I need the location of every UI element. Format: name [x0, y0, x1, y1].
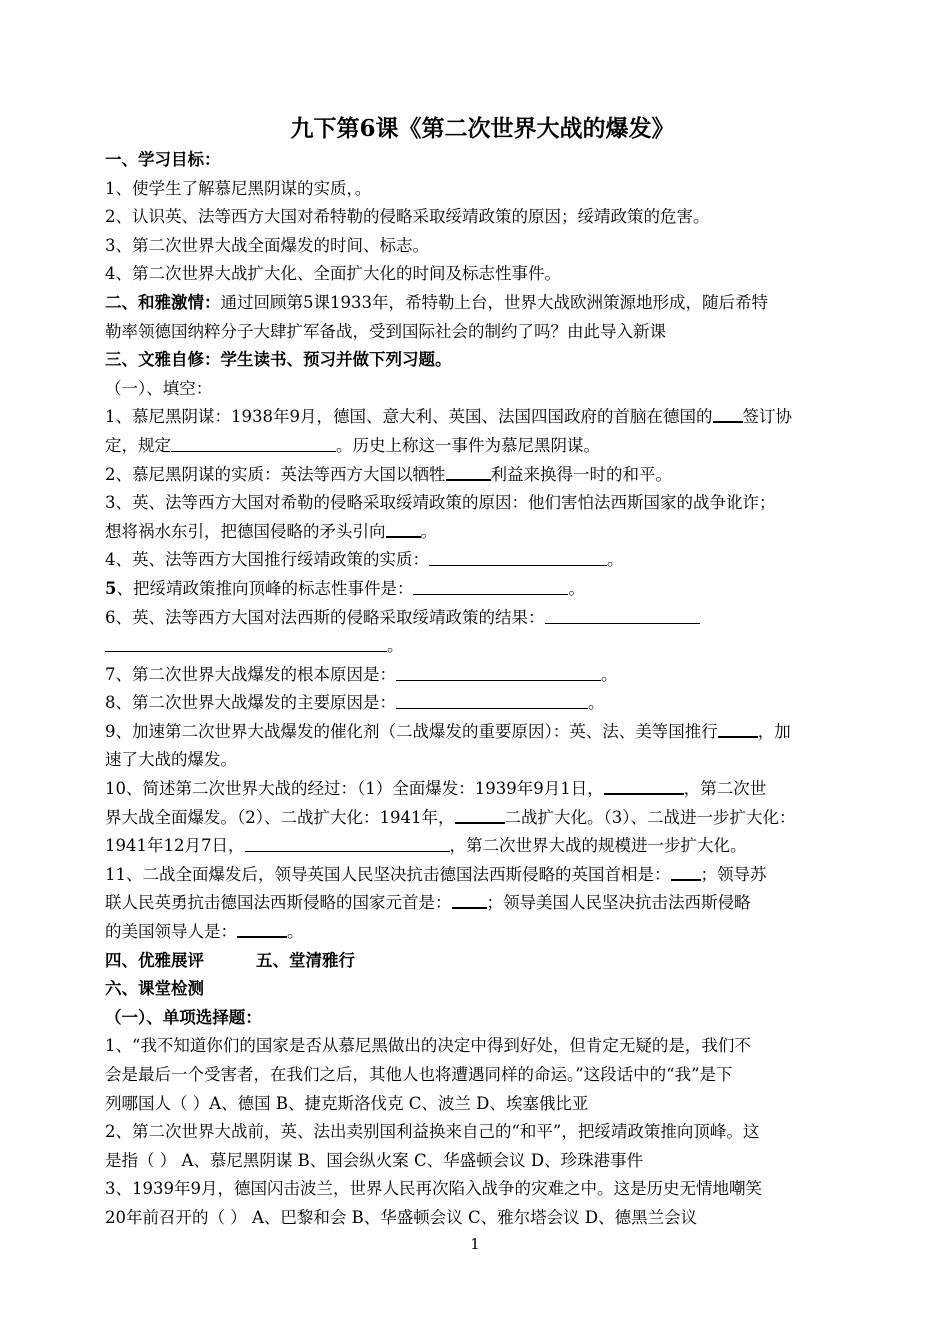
question-10-cont [105, 832, 850, 861]
question-text: ；领导美国人民坚决抗击法西斯侵略 [486, 893, 751, 913]
section-heading-intro: 二、和雅激情： [105, 292, 221, 312]
answer-blank[interactable] [455, 804, 505, 824]
question-text: 定，规定 [105, 435, 171, 455]
answer-blank[interactable] [105, 633, 387, 652]
answer-blank[interactable] [429, 547, 607, 566]
question-2 [105, 461, 850, 490]
question-text: 二战扩大化。（3）、二战进一步扩大化： [504, 807, 796, 827]
question-text: 、把绥靖政策推向顶峰的标志性事件是： [116, 578, 414, 598]
answer-blank[interactable] [671, 861, 701, 881]
page-title: 九下第6课《第二次世界大战的爆发》 [290, 115, 675, 142]
answer-blank[interactable] [446, 461, 491, 481]
section-heading-practice: 五、堂清雅行 [256, 950, 355, 970]
question-text: 8、第二次世界大战爆发的主要原因是： [105, 693, 396, 713]
answer-blank[interactable] [396, 690, 588, 709]
question-11 [105, 861, 850, 890]
question-text: 的美国领导人是： [105, 922, 237, 942]
intro-text: 通过回顾第5课1933年，希特勒上台，世界大战欧洲策源地形成，随后希特 [220, 292, 768, 312]
question-10-cont [105, 804, 850, 833]
section-heading-test: 六、课堂检测 [105, 979, 204, 999]
question-text: 。 [420, 521, 437, 541]
choice-question-2-options: 是指（ ） A、慕尼黑阴谋 B、国会纵火案 C、华盛顿会议 D、珍珠港事件 [105, 1150, 644, 1170]
question-text: 界大战全面爆发。（2）、二战扩大化：1941年， [105, 807, 455, 827]
question-text: 6、英、法等西方大国对法西斯的侵略采取绥靖政策的结果： [105, 607, 545, 627]
question-1 [105, 403, 850, 432]
answer-blank[interactable] [245, 833, 450, 852]
answer-blank[interactable] [604, 775, 684, 795]
question-text: 利益来换得一时的和平。 [490, 464, 672, 484]
question-11-cont [105, 918, 850, 947]
question-3-cont [105, 518, 850, 547]
question-9 [105, 718, 850, 747]
answer-blank[interactable] [386, 518, 421, 538]
question-11-cont [105, 889, 850, 918]
question-text: 7、第二次世界大战爆发的根本原因是： [105, 664, 396, 684]
page-number: 1 [470, 1235, 480, 1253]
question-text: 1941年12月7日， [105, 836, 245, 856]
answer-blank[interactable] [545, 605, 700, 624]
subsection-fill-blank: （一）、填空： [105, 378, 213, 398]
question-text: ，第二次世 [683, 779, 767, 799]
question-text: 。 [588, 693, 605, 713]
question-text: 1、慕尼黑阴谋：1938年9月，德国、意大利、英国、法国四国政府的首脑在德国的 [105, 407, 713, 427]
answer-blank[interactable] [413, 576, 568, 595]
choice-question-2: 2、第二次世界大战前，英、法出卖别国利益换来自己的“和平”，把绥靖政策推向顶峰。这 [105, 1122, 760, 1142]
answer-blank[interactable] [713, 403, 743, 423]
question-text: ，加 [757, 721, 791, 741]
question-text: 4、英、法等西方大国推行绥靖政策的实质： [105, 550, 429, 570]
section-heading-goals: 一、学习目标： [105, 150, 221, 169]
section-heading-row [105, 947, 850, 976]
choice-question-1: 1、“我不知道你们的国家是否从慕尼黑做出的决定中得到好处，但肯定无疑的是，我们不 [105, 1036, 751, 1056]
choice-question-3: 3、1939年9月，德国闪击波兰，世界人民再次陷入战争的灾难之中。这是历史无情地嘲笑 [105, 1179, 762, 1199]
question-text: 联人民英勇抗击德国法西斯侵略的国家元首是： [105, 893, 452, 913]
question-7 [105, 661, 850, 690]
intro-paragraph-line [105, 289, 850, 318]
question-9-cont: 速了大战的爆发。 [105, 750, 237, 770]
choice-question-1-cont: 会是最后一个受害者，在我们之后，其他人也将遭遇同样的命运。”这段话中的“我”是下 [105, 1065, 733, 1084]
goal-item: 4、第二次世界大战扩大化、全面扩大化的时间及标志性事件。 [105, 264, 561, 284]
question-5 [105, 575, 850, 604]
answer-blank[interactable] [452, 889, 487, 909]
question-3: 3、英、法等西方大国对希勒的侵略采取绥靖政策的原因：他们害怕法西斯国家的战争讹诈； [105, 493, 776, 513]
question-text: 11、二战全面爆发后，领导英国人民坚决抗击德国法西斯侵略的英国首相是： [105, 864, 671, 884]
question-text: 10、简述第二次世界大战的经过：（1）全面爆发：1939年9月1日， [105, 779, 604, 799]
choice-question-1-options: 列哪国人（ ）A、德国 B、捷克斯洛伐克 C、波兰 D、埃塞俄比亚 [105, 1093, 589, 1113]
question-text: 签订协 [742, 407, 792, 427]
question-number: 5 [105, 578, 117, 598]
question-8 [105, 689, 850, 718]
question-text: 。 [287, 922, 304, 942]
question-text: ；领导苏 [700, 864, 767, 884]
goal-item: 3、第二次世界大战全面爆发的时间、标志。 [105, 235, 429, 255]
question-1-cont [105, 432, 850, 461]
goal-item: 1、使学生了解慕尼黑阴谋的实质，。 [105, 178, 372, 198]
question-text: 想将祸水东引，把德国侵略的矛头引向 [105, 521, 386, 541]
question-text: 2、慕尼黑阴谋的实质：英法等西方大国以牺牲 [105, 464, 446, 484]
question-6-cont [105, 632, 850, 661]
answer-blank[interactable] [237, 918, 287, 938]
answer-blank[interactable] [718, 718, 758, 738]
question-6 [105, 604, 850, 633]
answer-blank[interactable] [396, 662, 601, 681]
answer-blank[interactable] [171, 433, 336, 452]
question-text: 。 [568, 578, 585, 598]
subsection-multiple-choice: （一）、单项选择题： [105, 1007, 262, 1027]
question-text: 。历史上称这一事件为慕尼黑阴谋。 [336, 435, 600, 455]
question-4 [105, 546, 850, 575]
question-text: 9、加速第二次世界大战爆发的催化剂（二战爆发的重要原因）：英、法、美等国推行 [105, 721, 718, 741]
goal-item: 2、认识英、法等西方大国对希特勒的侵略采取绥靖政策的原因；绥靖政策的危害。 [105, 207, 710, 227]
section-heading-selfstudy: 三、文雅自修：学生读书、预习并做下列习题。 [105, 350, 452, 370]
question-text: ，第二次世界大战的规模进一步扩大化。 [449, 836, 747, 856]
question-text: 。 [607, 550, 624, 570]
question-text: 。 [601, 664, 618, 684]
question-10 [105, 775, 850, 804]
intro-paragraph-line: 勒率领德国纳粹分子大肆扩军备战，受到国际社会的制约了吗？由此导入新课 [105, 321, 666, 341]
document-content [105, 112, 850, 1233]
choice-question-3-options: 20年前召开的（ ） A、巴黎和会 B、华盛顿会议 C、雅尔塔会议 D、德黑兰会议 [105, 1207, 698, 1227]
section-heading-showcase: 四、优雅展评 [105, 950, 204, 970]
question-text: 。 [387, 636, 404, 656]
